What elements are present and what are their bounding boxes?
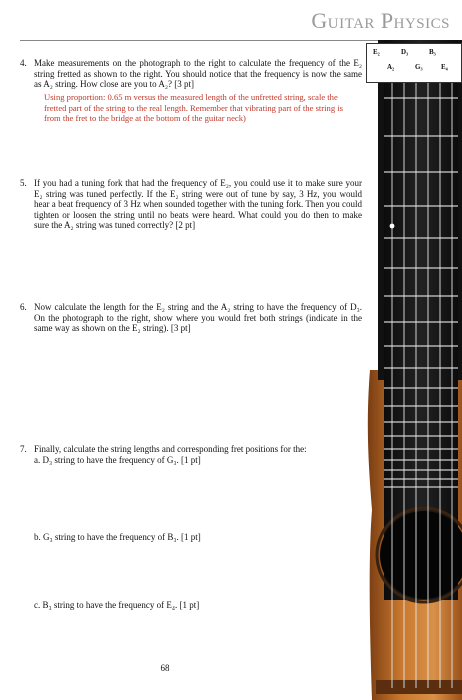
question-6-text: Now calculate the length for the E₂ string and the A₂ string to have the frequency of D₃. On the photograph to the right, show where you would fret both strings (indicate in the same way as shown on the E₂ string). [3 pt] [34, 302, 362, 334]
tuning-label-g3: G₃ [415, 63, 423, 71]
subpart-a: a. D₃ string to have the frequency of G₃. [1 pt] [34, 455, 201, 465]
question-7-text: Finally, calculate the string lengths and corresponding fret positions for the: [34, 444, 307, 454]
question-4-text: Make measurements on the photograph to the right to calculate the frequency of the E₂ string fretted as shown to the right. You should notice that the frequency is now the same as A₂ string. How close are you to A₂? [3 pt] [34, 58, 362, 90]
string-tuning-legend [366, 43, 462, 83]
question-7-number: 7. [20, 444, 27, 454]
guitar-photo [366, 40, 462, 700]
tuning-label-b3: B₃ [429, 48, 436, 56]
page-title: Guitar Physics [311, 8, 450, 33]
question-5-text: If you had a tuning fork that had the frequency of E₂, you could use it to make sure your E₂ string was tuned perfectly. If the E₂ string were out of tune by say, 3 Hz, you would hear a beat frequency of 3 Hz when sounded together with the tuning fork. Then you could tighten or loosen the string until no beats were heard. What could you do then to make sure the A₂ string was tuned correctly? [2 pt] [34, 178, 362, 231]
subpart-c: c. B₃ string to have the frequency of E₄. [1 pt] [34, 600, 200, 610]
question-6-number: 6. [20, 302, 27, 312]
question-5-number: 5. [20, 178, 27, 188]
tuning-label-a2: A₂ [387, 63, 395, 71]
tuning-label-e2: E₂ [373, 48, 380, 56]
page-number: 68 [160, 663, 170, 673]
question-4-number: 4. [20, 58, 27, 68]
answer-note: Using proportion: 0.65 m versus the measured length of the unfretted string, scale the fretted part of the string to the real length. Remember that vibrating part of the string is from the fret to the bridge at the bottom of the guitar neck) [44, 92, 344, 123]
tuning-label-e4: E₄ [441, 63, 448, 71]
tuning-label-d3: D₃ [401, 48, 409, 56]
subpart-b: b. G₃ string to have the frequency of B₃. [1 pt] [34, 532, 201, 542]
